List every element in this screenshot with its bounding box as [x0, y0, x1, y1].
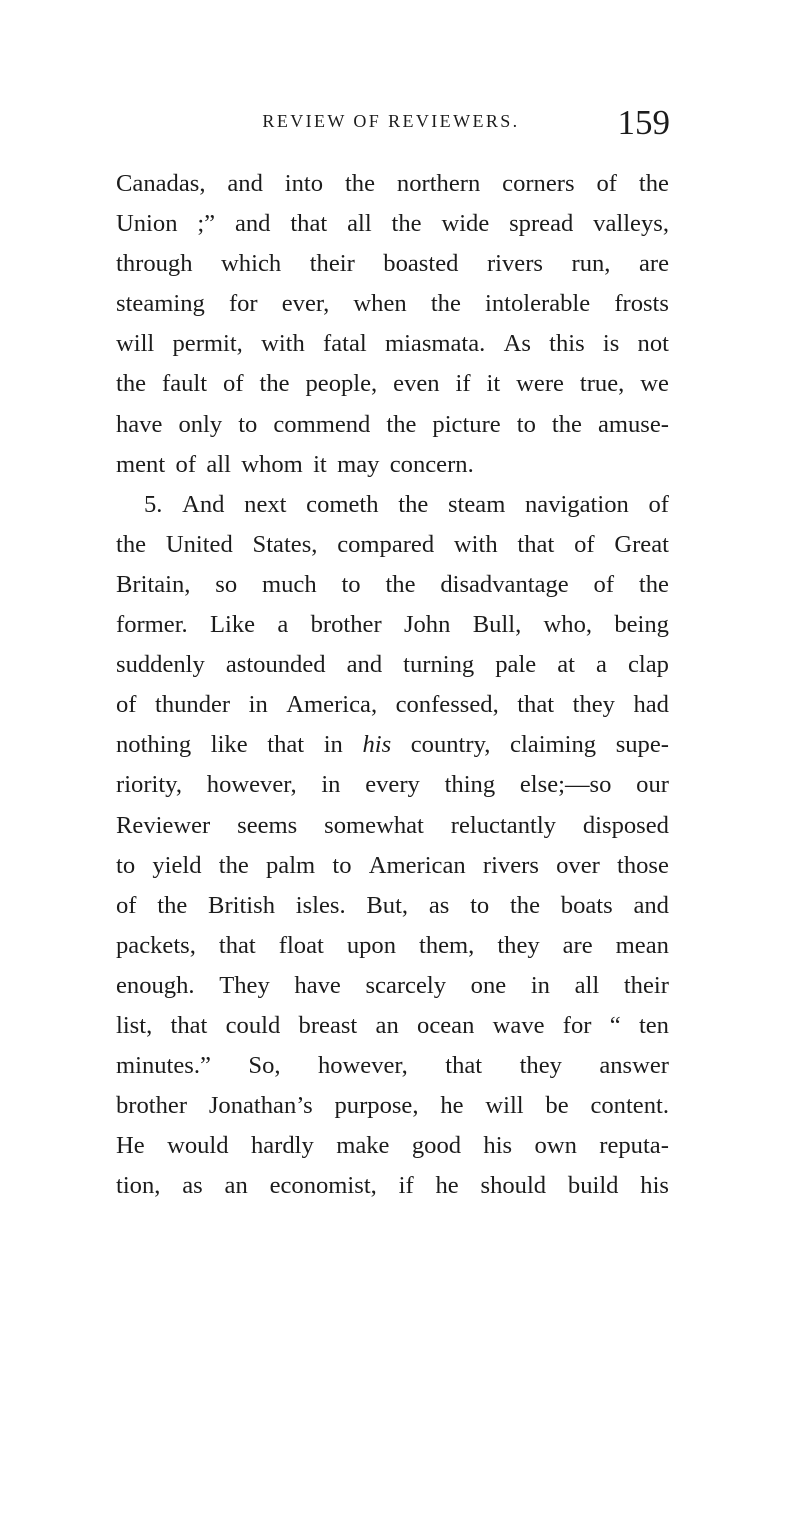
text-line: He would hardly make good his own reputa-	[116, 1132, 669, 1160]
text-line: brother Jonathan’s purpose, he will be content.	[116, 1092, 669, 1120]
text-line: have only to commend the picture to the amuse-	[116, 410, 669, 438]
running-title: REVIEW OF REVIEWERS.	[262, 111, 520, 131]
text-line: tion, as an economist, if he should build his	[116, 1172, 669, 1200]
text-line: former. Like a brother John Bull, who, being	[116, 611, 669, 639]
text-line: the United States, compared with that of Great	[116, 530, 669, 558]
text-line: to yield the palm to American rivers over those	[116, 851, 669, 879]
text-line: enough. They have scarcely one in all their	[116, 971, 669, 999]
text-line: Britain, so much to the disadvantage of the	[116, 570, 669, 598]
page-number: 159	[617, 103, 670, 142]
text-line: will permit, with fatal miasmata. As this is not	[116, 330, 669, 358]
text-line: ment of all whom it may concern.	[116, 450, 474, 478]
running-head	[116, 103, 670, 143]
text-line: of the British isles. But, as to the boats and	[116, 891, 669, 919]
text-line: 5. And next cometh the steam navigation of	[144, 490, 669, 518]
text-line: Reviewer seems somewhat reluctantly disposed	[116, 811, 669, 839]
text-line: minutes.” So, however, that they answer	[116, 1052, 669, 1080]
text-line: Union ;” and that all the wide spread valleys,	[116, 210, 669, 238]
text-line: packets, that float upon them, they are mean	[116, 931, 669, 959]
text-line: of thunder in America, confessed, that they had	[116, 691, 669, 719]
text-line: through which their boasted rivers run, are	[116, 250, 669, 278]
text-line: nothing like that in his country, claiming supe-	[116, 731, 669, 759]
text-line: riority, however, in every thing else;—so our	[116, 771, 669, 799]
text-line: steaming for ever, when the intolerable frosts	[116, 290, 669, 318]
body-text	[116, 164, 669, 1206]
text-line: Canadas, and into the northern corners of the	[116, 170, 669, 197]
text-line: the fault of the people, even if it were true, we	[116, 370, 669, 398]
text-line: list, that could breast an ocean wave for “ ten	[116, 1011, 669, 1039]
text-line: suddenly astounded and turning pale at a clap	[116, 651, 669, 679]
